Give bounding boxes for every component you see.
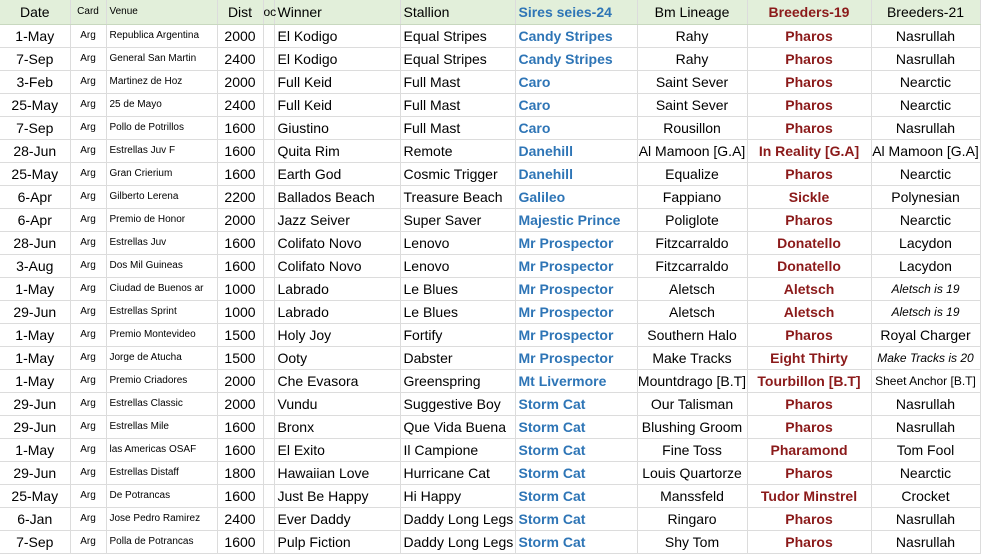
- table-row: [0, 254, 980, 277]
- cell-card[interactable]: Arg: [70, 323, 106, 346]
- cell-winner[interactable]: Holy Joy: [274, 323, 400, 346]
- table-row: [0, 208, 980, 231]
- cell-date[interactable]: 25-May: [0, 484, 70, 507]
- cell-bm-lineage[interactable]: Louis Quartorze: [637, 461, 747, 484]
- cell-date[interactable]: 1-May: [0, 438, 70, 461]
- cell-bm-lineage[interactable]: Equalize: [637, 162, 747, 185]
- cell-dist[interactable]: 2400: [217, 507, 263, 530]
- cell-oc[interactable]: [263, 254, 274, 277]
- cell-breeders-19[interactable]: Pharos: [747, 392, 871, 415]
- cell-sire[interactable]: Mr Prospector: [515, 300, 637, 323]
- table-row: [0, 323, 980, 346]
- cell-stallion[interactable]: Remote: [400, 139, 515, 162]
- cell-breeders-21[interactable]: Nearctic: [871, 461, 980, 484]
- cell-oc[interactable]: [263, 208, 274, 231]
- cell-oc[interactable]: [263, 346, 274, 369]
- cell-bm-lineage[interactable]: Rousillon: [637, 116, 747, 139]
- cell-oc[interactable]: [263, 461, 274, 484]
- cell-card[interactable]: Arg: [70, 116, 106, 139]
- cell-dist[interactable]: 2000: [217, 208, 263, 231]
- cell-breeders-21[interactable]: Lacydon: [871, 231, 980, 254]
- cell-oc[interactable]: [263, 24, 274, 47]
- cell-stallion[interactable]: Greenspring: [400, 369, 515, 392]
- cell-oc[interactable]: [263, 323, 274, 346]
- cell-dist[interactable]: 2200: [217, 185, 263, 208]
- table-row: [0, 346, 980, 369]
- cell-date[interactable]: 3-Feb: [0, 70, 70, 93]
- cell-card[interactable]: Arg: [70, 507, 106, 530]
- cell-stallion[interactable]: Suggestive Boy: [400, 392, 515, 415]
- cell-date[interactable]: 6-Apr: [0, 208, 70, 231]
- table-row: [0, 277, 980, 300]
- cell-bm-lineage[interactable]: Fine Toss: [637, 438, 747, 461]
- cell-bm-lineage[interactable]: Our Talisman: [637, 392, 747, 415]
- cell-stallion[interactable]: Que Vida Buena: [400, 415, 515, 438]
- cell-sire[interactable]: Mt Livermore: [515, 369, 637, 392]
- cell-card[interactable]: Arg: [70, 484, 106, 507]
- cell-breeders-21[interactable]: Tom Fool: [871, 438, 980, 461]
- cell-breeders-21[interactable]: Nasrullah: [871, 116, 980, 139]
- cell-stallion[interactable]: Dabster: [400, 346, 515, 369]
- cell-stallion[interactable]: Hi Happy: [400, 484, 515, 507]
- cell-winner[interactable]: Ballados Beach: [274, 185, 400, 208]
- cell-bm-lineage[interactable]: Aletsch: [637, 277, 747, 300]
- cell-date[interactable]: 29-Jun: [0, 415, 70, 438]
- cell-winner[interactable]: Labrado: [274, 300, 400, 323]
- cell-oc[interactable]: [263, 507, 274, 530]
- cell-oc[interactable]: [263, 47, 274, 70]
- cell-oc[interactable]: [263, 93, 274, 116]
- cell-venue[interactable]: Estrellas Sprint: [106, 300, 217, 323]
- cell-winner[interactable]: El Kodigo: [274, 24, 400, 47]
- cell-venue[interactable]: Premio Montevideo: [106, 323, 217, 346]
- cell-date[interactable]: 29-Jun: [0, 461, 70, 484]
- cell-sire[interactable]: Candy Stripes: [515, 24, 637, 47]
- cell-card[interactable]: Arg: [70, 24, 106, 47]
- cell-dist[interactable]: 1500: [217, 346, 263, 369]
- cell-stallion[interactable]: Equal Stripes: [400, 47, 515, 70]
- cell-breeders-21[interactable]: Nasrullah: [871, 24, 980, 47]
- table-row: [0, 300, 980, 323]
- cell-breeders-19[interactable]: Pharos: [747, 461, 871, 484]
- cell-stallion[interactable]: Il Campione: [400, 438, 515, 461]
- cell-date[interactable]: 29-Jun: [0, 392, 70, 415]
- cell-venue[interactable]: Martinez de Hoz: [106, 70, 217, 93]
- cell-date[interactable]: 1-May: [0, 323, 70, 346]
- cell-sire[interactable]: Majestic Prince: [515, 208, 637, 231]
- cell-card[interactable]: Arg: [70, 415, 106, 438]
- cell-dist[interactable]: 1600: [217, 254, 263, 277]
- table-row: [0, 185, 980, 208]
- cell-winner[interactable]: Jazz Seiver: [274, 208, 400, 231]
- header-winner[interactable]: Winner: [274, 0, 400, 24]
- cell-breeders-21[interactable]: Nasrullah: [871, 415, 980, 438]
- cell-winner[interactable]: Earth God: [274, 162, 400, 185]
- cell-stallion[interactable]: Full Mast: [400, 93, 515, 116]
- cell-card[interactable]: Arg: [70, 185, 106, 208]
- cell-sire[interactable]: Danehill: [515, 162, 637, 185]
- cell-venue[interactable]: Gilberto Lerena: [106, 185, 217, 208]
- cell-date[interactable]: 1-May: [0, 24, 70, 47]
- cell-venue[interactable]: Gran Crierium: [106, 162, 217, 185]
- cell-breeders-19[interactable]: Aletsch: [747, 277, 871, 300]
- header-breeders-21[interactable]: Breeders-21: [871, 0, 980, 24]
- header-oc[interactable]: oc: [263, 0, 274, 24]
- table-row: [0, 392, 980, 415]
- cell-date[interactable]: 1-May: [0, 346, 70, 369]
- cell-breeders-19[interactable]: Sickle: [747, 185, 871, 208]
- cell-breeders-21[interactable]: Nearctic: [871, 70, 980, 93]
- cell-breeders-19[interactable]: Pharos: [747, 47, 871, 70]
- cell-winner[interactable]: Quita Rim: [274, 139, 400, 162]
- cell-stallion[interactable]: Le Blues: [400, 300, 515, 323]
- cell-breeders-21[interactable]: Polynesian: [871, 185, 980, 208]
- header-dist[interactable]: Dist: [217, 0, 263, 24]
- cell-card[interactable]: Arg: [70, 369, 106, 392]
- header-card[interactable]: Card: [70, 0, 106, 24]
- cell-breeders-19[interactable]: Pharos: [747, 24, 871, 47]
- cell-bm-lineage[interactable]: Poliglote: [637, 208, 747, 231]
- cell-venue[interactable]: Estrellas Classic: [106, 392, 217, 415]
- cell-sire[interactable]: Danehill: [515, 139, 637, 162]
- cell-oc[interactable]: [263, 162, 274, 185]
- cell-venue[interactable]: Republica Argentina: [106, 24, 217, 47]
- cell-stallion[interactable]: Daddy Long Legs: [400, 507, 515, 530]
- cell-sire[interactable]: Caro: [515, 93, 637, 116]
- cell-venue[interactable]: Polla de Potrancas: [106, 530, 217, 553]
- cell-sire[interactable]: Storm Cat: [515, 507, 637, 530]
- cell-sire[interactable]: Storm Cat: [515, 415, 637, 438]
- cell-winner[interactable]: Colifato Novo: [274, 231, 400, 254]
- cell-bm-lineage[interactable]: Fitzcarraldo: [637, 231, 747, 254]
- cell-card[interactable]: Arg: [70, 139, 106, 162]
- cell-breeders-19[interactable]: Aletsch: [747, 300, 871, 323]
- cell-dist[interactable]: 2400: [217, 47, 263, 70]
- cell-winner[interactable]: El Exito: [274, 438, 400, 461]
- cell-dist[interactable]: 1000: [217, 300, 263, 323]
- cell-breeders-19[interactable]: Eight Thirty: [747, 346, 871, 369]
- cell-dist[interactable]: 1600: [217, 116, 263, 139]
- cell-oc[interactable]: [263, 438, 274, 461]
- cell-winner[interactable]: Labrado: [274, 277, 400, 300]
- cell-stallion[interactable]: Daddy Long Legs: [400, 530, 515, 553]
- cell-winner[interactable]: Just Be Happy: [274, 484, 400, 507]
- cell-bm-lineage[interactable]: Rahy: [637, 47, 747, 70]
- cell-breeders-21[interactable]: Nasrullah: [871, 392, 980, 415]
- header-sire[interactable]: Sires seies-24: [515, 0, 637, 24]
- cell-oc[interactable]: [263, 70, 274, 93]
- cell-oc[interactable]: [263, 415, 274, 438]
- cell-breeders-19[interactable]: Pharos: [747, 116, 871, 139]
- cell-dist[interactable]: 1600: [217, 162, 263, 185]
- cell-venue[interactable]: 25 de Mayo: [106, 93, 217, 116]
- cell-breeders-19[interactable]: Tourbillon [B.T]: [747, 369, 871, 392]
- cell-venue[interactable]: General San Martin: [106, 47, 217, 70]
- cell-breeders-21[interactable]: Aletsch is 19: [871, 277, 980, 300]
- cell-date[interactable]: 7-Sep: [0, 116, 70, 139]
- cell-card[interactable]: Arg: [70, 231, 106, 254]
- cell-breeders-19[interactable]: Donatello: [747, 254, 871, 277]
- cell-venue[interactable]: las Americas OSAF: [106, 438, 217, 461]
- cell-dist[interactable]: 1500: [217, 323, 263, 346]
- cell-winner[interactable]: Ooty: [274, 346, 400, 369]
- header-breeders-19[interactable]: Breeders-19: [747, 0, 871, 24]
- cell-breeders-19[interactable]: Pharamond: [747, 438, 871, 461]
- cell-breeders-21[interactable]: Lacydon: [871, 254, 980, 277]
- cell-breeders-19[interactable]: Pharos: [747, 208, 871, 231]
- cell-bm-lineage[interactable]: Mountdrago [B.T]: [637, 369, 747, 392]
- cell-oc[interactable]: [263, 392, 274, 415]
- table-body: [0, 24, 980, 553]
- cell-sire[interactable]: Galileo: [515, 185, 637, 208]
- cell-card[interactable]: Arg: [70, 93, 106, 116]
- cell-date[interactable]: 28-Jun: [0, 139, 70, 162]
- cell-dist[interactable]: 2000: [217, 392, 263, 415]
- cell-card[interactable]: Arg: [70, 346, 106, 369]
- cell-oc[interactable]: [263, 231, 274, 254]
- cell-winner[interactable]: Full Keid: [274, 93, 400, 116]
- cell-breeders-19[interactable]: Pharos: [747, 162, 871, 185]
- table-row: [0, 231, 980, 254]
- cell-sire[interactable]: Storm Cat: [515, 484, 637, 507]
- cell-winner[interactable]: Hawaiian Love: [274, 461, 400, 484]
- cell-sire[interactable]: Mr Prospector: [515, 323, 637, 346]
- cell-breeders-21[interactable]: Sheet Anchor [B.T]: [871, 369, 980, 392]
- table-row: [0, 484, 980, 507]
- cell-bm-lineage[interactable]: Fappiano: [637, 185, 747, 208]
- cell-card[interactable]: Arg: [70, 162, 106, 185]
- cell-date[interactable]: 6-Apr: [0, 185, 70, 208]
- cell-breeders-21[interactable]: Al Mamoon [G.A]: [871, 139, 980, 162]
- cell-date[interactable]: 1-May: [0, 369, 70, 392]
- cell-breeders-21[interactable]: Nasrullah: [871, 47, 980, 70]
- table-row: [0, 70, 980, 93]
- cell-dist[interactable]: 1000: [217, 277, 263, 300]
- cell-sire[interactable]: Mr Prospector: [515, 231, 637, 254]
- cell-venue[interactable]: Pollo de Potrillos: [106, 116, 217, 139]
- cell-winner[interactable]: El Kodigo: [274, 47, 400, 70]
- cell-oc[interactable]: [263, 530, 274, 553]
- cell-date[interactable]: 7-Sep: [0, 530, 70, 553]
- cell-date[interactable]: 29-Jun: [0, 300, 70, 323]
- cell-bm-lineage[interactable]: Fitzcarraldo: [637, 254, 747, 277]
- table-row: [0, 461, 980, 484]
- cell-date[interactable]: 25-May: [0, 162, 70, 185]
- cell-dist[interactable]: 1600: [217, 415, 263, 438]
- cell-breeders-21[interactable]: Nearctic: [871, 162, 980, 185]
- cell-bm-lineage[interactable]: Al Mamoon [G.A]: [637, 139, 747, 162]
- cell-stallion[interactable]: Full Mast: [400, 70, 515, 93]
- cell-date[interactable]: 28-Jun: [0, 231, 70, 254]
- table-row: [0, 438, 980, 461]
- cell-bm-lineage[interactable]: Blushing Groom: [637, 415, 747, 438]
- cell-sire[interactable]: Mr Prospector: [515, 346, 637, 369]
- table-row: [0, 24, 980, 47]
- cell-breeders-21[interactable]: Aletsch is 19: [871, 300, 980, 323]
- cell-venue[interactable]: Jorge de Atucha: [106, 346, 217, 369]
- table-row: [0, 162, 980, 185]
- cell-bm-lineage[interactable]: Ringaro: [637, 507, 747, 530]
- cell-stallion[interactable]: Hurricane Cat: [400, 461, 515, 484]
- cell-winner[interactable]: Che Evasora: [274, 369, 400, 392]
- cell-winner[interactable]: Bronx: [274, 415, 400, 438]
- table-row: [0, 507, 980, 530]
- cell-card[interactable]: Arg: [70, 438, 106, 461]
- cell-breeders-19[interactable]: Pharos: [747, 93, 871, 116]
- cell-card[interactable]: Arg: [70, 461, 106, 484]
- cell-sire[interactable]: Caro: [515, 70, 637, 93]
- cell-sire[interactable]: Storm Cat: [515, 438, 637, 461]
- cell-stallion[interactable]: Equal Stripes: [400, 24, 515, 47]
- cell-breeders-19[interactable]: Pharos: [747, 415, 871, 438]
- table-row: [0, 47, 980, 70]
- cell-breeders-21[interactable]: Royal Charger: [871, 323, 980, 346]
- cell-venue[interactable]: De Potrancas: [106, 484, 217, 507]
- cell-breeders-21[interactable]: Nearctic: [871, 208, 980, 231]
- cell-breeders-21[interactable]: Nasrullah: [871, 530, 980, 553]
- cell-dist[interactable]: 1600: [217, 231, 263, 254]
- cell-date[interactable]: 1-May: [0, 277, 70, 300]
- cell-sire[interactable]: Candy Stripes: [515, 47, 637, 70]
- cell-breeders-19[interactable]: Pharos: [747, 530, 871, 553]
- cell-card[interactable]: Arg: [70, 47, 106, 70]
- cell-sire[interactable]: Storm Cat: [515, 461, 637, 484]
- cell-oc[interactable]: [263, 185, 274, 208]
- cell-dist[interactable]: 2400: [217, 93, 263, 116]
- cell-sire[interactable]: Mr Prospector: [515, 277, 637, 300]
- cell-oc[interactable]: [263, 277, 274, 300]
- cell-dist[interactable]: 2000: [217, 70, 263, 93]
- table-row: [0, 530, 980, 553]
- cell-venue[interactable]: Estrellas Juv F: [106, 139, 217, 162]
- cell-stallion[interactable]: Full Mast: [400, 116, 515, 139]
- cell-breeders-19[interactable]: Tudor Minstrel: [747, 484, 871, 507]
- cell-stallion[interactable]: Fortify: [400, 323, 515, 346]
- cell-dist[interactable]: 2000: [217, 369, 263, 392]
- cell-breeders-19[interactable]: Donatello: [747, 231, 871, 254]
- cell-dist[interactable]: 1600: [217, 438, 263, 461]
- cell-stallion[interactable]: Cosmic Trigger: [400, 162, 515, 185]
- cell-bm-lineage[interactable]: Make Tracks: [637, 346, 747, 369]
- table-row: [0, 93, 980, 116]
- cell-bm-lineage[interactable]: Manssfeld: [637, 484, 747, 507]
- cell-venue[interactable]: Ciudad de Buenos ar: [106, 277, 217, 300]
- cell-bm-lineage[interactable]: Saint Sever: [637, 93, 747, 116]
- cell-card[interactable]: Arg: [70, 392, 106, 415]
- cell-card[interactable]: Arg: [70, 277, 106, 300]
- header-row: [0, 0, 980, 24]
- cell-stallion[interactable]: Lenovo: [400, 231, 515, 254]
- cell-oc[interactable]: [263, 484, 274, 507]
- cell-card[interactable]: Arg: [70, 300, 106, 323]
- cell-date[interactable]: 25-May: [0, 93, 70, 116]
- cell-date[interactable]: 7-Sep: [0, 47, 70, 70]
- cell-venue[interactable]: Estrellas Juv: [106, 231, 217, 254]
- cell-dist[interactable]: 1600: [217, 484, 263, 507]
- cell-stallion[interactable]: Super Saver: [400, 208, 515, 231]
- header-bm-lineage[interactable]: Bm Lineage: [637, 0, 747, 24]
- cell-bm-lineage[interactable]: Southern Halo: [637, 323, 747, 346]
- cell-breeders-19[interactable]: Pharos: [747, 323, 871, 346]
- cell-sire[interactable]: Mr Prospector: [515, 254, 637, 277]
- cell-stallion[interactable]: Le Blues: [400, 277, 515, 300]
- table-row: [0, 139, 980, 162]
- cell-breeders-21[interactable]: Nasrullah: [871, 507, 980, 530]
- cell-venue[interactable]: Premio Criadores: [106, 369, 217, 392]
- cell-bm-lineage[interactable]: Saint Sever: [637, 70, 747, 93]
- cell-stallion[interactable]: Treasure Beach: [400, 185, 515, 208]
- cell-winner[interactable]: Vundu: [274, 392, 400, 415]
- cell-card[interactable]: Arg: [70, 70, 106, 93]
- cell-winner[interactable]: Giustino: [274, 116, 400, 139]
- cell-sire[interactable]: Storm Cat: [515, 530, 637, 553]
- cell-breeders-19[interactable]: In Reality [G.A]: [747, 139, 871, 162]
- cell-winner[interactable]: Ever Daddy: [274, 507, 400, 530]
- cell-card[interactable]: Arg: [70, 530, 106, 553]
- cell-card[interactable]: Arg: [70, 208, 106, 231]
- cell-bm-lineage[interactable]: Shy Tom: [637, 530, 747, 553]
- cell-oc[interactable]: [263, 116, 274, 139]
- cell-breeders-21[interactable]: Crocket: [871, 484, 980, 507]
- header-venue[interactable]: Venue: [106, 0, 217, 24]
- cell-oc[interactable]: [263, 369, 274, 392]
- cell-dist[interactable]: 1800: [217, 461, 263, 484]
- cell-venue[interactable]: Estrellas Distaff: [106, 461, 217, 484]
- cell-sire[interactable]: Storm Cat: [515, 392, 637, 415]
- cell-card[interactable]: Arg: [70, 254, 106, 277]
- cell-bm-lineage[interactable]: Aletsch: [637, 300, 747, 323]
- cell-dist[interactable]: 2000: [217, 24, 263, 47]
- cell-venue[interactable]: Estrellas Mile: [106, 415, 217, 438]
- cell-stallion[interactable]: Lenovo: [400, 254, 515, 277]
- cell-breeders-21[interactable]: Make Tracks is 20: [871, 346, 980, 369]
- table-row: [0, 116, 980, 139]
- cell-winner[interactable]: Full Keid: [274, 70, 400, 93]
- cell-breeders-19[interactable]: Pharos: [747, 507, 871, 530]
- cell-date[interactable]: 3-Aug: [0, 254, 70, 277]
- cell-dist[interactable]: 1600: [217, 139, 263, 162]
- cell-sire[interactable]: Caro: [515, 116, 637, 139]
- cell-breeders-19[interactable]: Pharos: [747, 70, 871, 93]
- header-date[interactable]: Date: [0, 0, 70, 24]
- cell-oc[interactable]: [263, 300, 274, 323]
- cell-date[interactable]: 6-Jan: [0, 507, 70, 530]
- header-stallion[interactable]: Stallion: [400, 0, 515, 24]
- cell-winner[interactable]: Pulp Fiction: [274, 530, 400, 553]
- table-row: [0, 369, 980, 392]
- cell-venue[interactable]: Dos Mil Guineas: [106, 254, 217, 277]
- cell-oc[interactable]: [263, 139, 274, 162]
- cell-breeders-21[interactable]: Nearctic: [871, 93, 980, 116]
- cell-winner[interactable]: Colifato Novo: [274, 254, 400, 277]
- cell-dist[interactable]: 1600: [217, 530, 263, 553]
- cell-venue[interactable]: Jose Pedro Ramirez: [106, 507, 217, 530]
- cell-bm-lineage[interactable]: Rahy: [637, 24, 747, 47]
- cell-venue[interactable]: Premio de Honor: [106, 208, 217, 231]
- table-row: [0, 415, 980, 438]
